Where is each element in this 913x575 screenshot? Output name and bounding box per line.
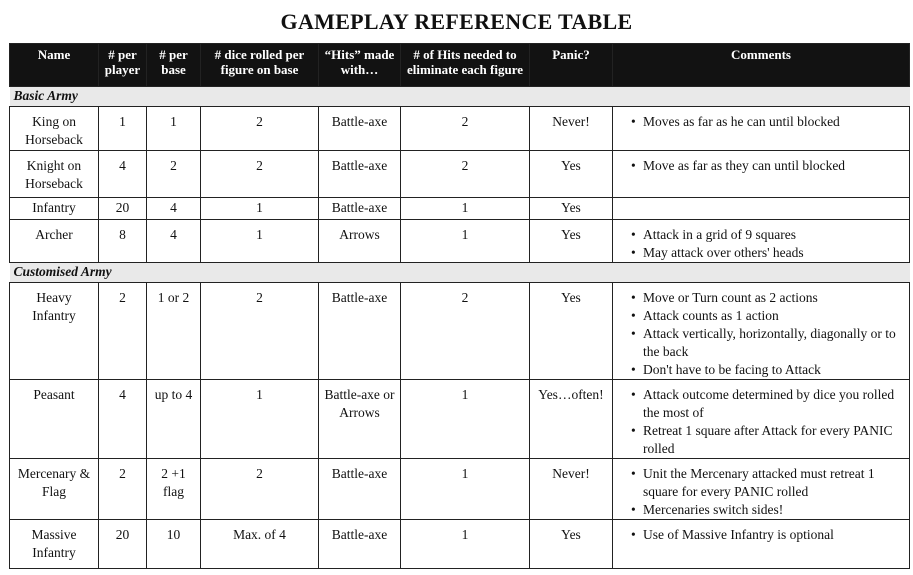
section-label: Customised Army xyxy=(10,263,910,283)
comment-item: • Mercenaries switch sides! xyxy=(631,501,906,519)
comment-item: • Move or Turn count as 2 actions xyxy=(631,289,906,307)
cell-per-base: 4 xyxy=(147,220,201,263)
table-row xyxy=(10,198,910,220)
cell-hits-needed: 2 xyxy=(401,107,530,151)
comment-item: • Don't have to be facing to Attack xyxy=(631,361,906,379)
cell-per-base: up to 4 xyxy=(147,380,201,459)
cell-panic: Yes xyxy=(530,198,613,220)
cell-per-player: 2 xyxy=(99,459,147,520)
comment-item: • Use of Massive Infantry is optional xyxy=(631,526,906,544)
cell-hits-needed: 2 xyxy=(401,283,530,380)
cell-name: Mercenary & Flag xyxy=(10,459,99,520)
cell-dice: Max. of 4 xyxy=(201,520,319,569)
header-dice: # dice rolled per figure on base xyxy=(201,44,319,87)
comment-item: • May attack over others' heads xyxy=(631,244,906,262)
cell-per-player: 2 xyxy=(99,283,147,380)
cell-dice: 1 xyxy=(201,380,319,459)
table-row xyxy=(10,220,910,263)
cell-name: Heavy Infantry xyxy=(10,283,99,380)
cell-name: Peasant xyxy=(10,380,99,459)
cell-hits-with: Battle-axe xyxy=(319,520,401,569)
cell-dice: 1 xyxy=(201,198,319,220)
cell-hits-with: Battle-axe xyxy=(319,107,401,151)
cell-hits-with: Battle-axe or Arrows xyxy=(319,380,401,459)
comment-item: • Unit the Mercenary attacked must retreat 1 square for every PANIC rolled xyxy=(631,465,906,501)
comment-item: • Attack outcome determined by dice you rolled the most of xyxy=(631,386,906,422)
header-hits-needed: # of Hits needed to eliminate each figure xyxy=(401,44,530,87)
cell-name: Massive Infantry xyxy=(10,520,99,569)
header-row xyxy=(10,44,910,87)
cell-panic: Yes xyxy=(530,220,613,263)
cell-comments xyxy=(613,459,910,520)
cell-panic: Never! xyxy=(530,107,613,151)
section-row xyxy=(10,263,910,283)
reference-table xyxy=(9,43,910,569)
comment-item: • Attack in a grid of 9 squares xyxy=(631,226,906,244)
comment-item: • Attack vertically, horizontally, diagonally or to the back xyxy=(631,325,906,361)
cell-per-base: 4 xyxy=(147,198,201,220)
table-row xyxy=(10,520,910,569)
page-title: GAMEPLAY REFERENCE TABLE xyxy=(280,9,633,34)
header-panic: Panic? xyxy=(530,44,613,87)
cell-comments xyxy=(613,151,910,198)
cell-per-player: 20 xyxy=(99,520,147,569)
header-hits-with: “Hits” made with… xyxy=(319,44,401,87)
cell-hits-needed: 1 xyxy=(401,520,530,569)
table-row xyxy=(10,459,910,520)
cell-dice: 2 xyxy=(201,283,319,380)
cell-name: Knight on Horseback xyxy=(10,151,99,198)
cell-per-player: 4 xyxy=(99,380,147,459)
table-row xyxy=(10,151,910,198)
cell-per-base: 2 xyxy=(147,151,201,198)
cell-hits-with: Battle-axe xyxy=(319,459,401,520)
comment-item: • Retreat 1 square after Attack for every PANIC rolled xyxy=(631,422,906,458)
header-name: Name xyxy=(10,44,99,87)
section-label: Basic Army xyxy=(10,87,910,107)
cell-panic: Yes xyxy=(530,151,613,198)
cell-hits-needed: 1 xyxy=(401,220,530,263)
header-comments: Comments xyxy=(613,44,910,87)
cell-panic: Yes…often! xyxy=(530,380,613,459)
cell-dice: 1 xyxy=(201,220,319,263)
cell-comments xyxy=(613,520,910,569)
cell-name: King on Horseback xyxy=(10,107,99,151)
cell-per-player: 4 xyxy=(99,151,147,198)
table-row xyxy=(10,380,910,459)
cell-hits-with: Battle-axe xyxy=(319,283,401,380)
cell-dice: 2 xyxy=(201,107,319,151)
cell-hits-needed: 2 xyxy=(401,151,530,198)
cell-comments xyxy=(613,198,910,220)
cell-per-player: 20 xyxy=(99,198,147,220)
comment-item: • Move as far as they can until blocked xyxy=(631,157,906,175)
cell-name: Archer xyxy=(10,220,99,263)
cell-comments xyxy=(613,107,910,151)
comment-item: • Moves as far as he can until blocked xyxy=(631,113,906,131)
cell-per-base: 10 xyxy=(147,520,201,569)
cell-panic: Yes xyxy=(530,283,613,380)
cell-hits-needed: 1 xyxy=(401,380,530,459)
cell-hits-needed: 1 xyxy=(401,459,530,520)
cell-per-base: 1 xyxy=(147,107,201,151)
cell-per-base: 2 +1 flag xyxy=(147,459,201,520)
cell-hits-with: Battle-axe xyxy=(319,151,401,198)
table-row xyxy=(10,107,910,151)
cell-hits-needed: 1 xyxy=(401,198,530,220)
cell-comments xyxy=(613,220,910,263)
cell-dice: 2 xyxy=(201,151,319,198)
cell-per-player: 8 xyxy=(99,220,147,263)
section-row xyxy=(10,87,910,107)
cell-per-base: 1 or 2 xyxy=(147,283,201,380)
cell-name: Infantry xyxy=(10,198,99,220)
cell-panic: Yes xyxy=(530,520,613,569)
cell-panic: Never! xyxy=(530,459,613,520)
header-per-base: # per base xyxy=(147,44,201,87)
cell-per-player: 1 xyxy=(99,107,147,151)
cell-hits-with: Battle-axe xyxy=(319,198,401,220)
cell-dice: 2 xyxy=(201,459,319,520)
comment-item: • Attack counts as 1 action xyxy=(631,307,906,325)
header-per-player: # per player xyxy=(99,44,147,87)
cell-comments xyxy=(613,283,910,380)
cell-hits-with: Arrows xyxy=(319,220,401,263)
table-row xyxy=(10,283,910,380)
cell-comments xyxy=(613,380,910,459)
